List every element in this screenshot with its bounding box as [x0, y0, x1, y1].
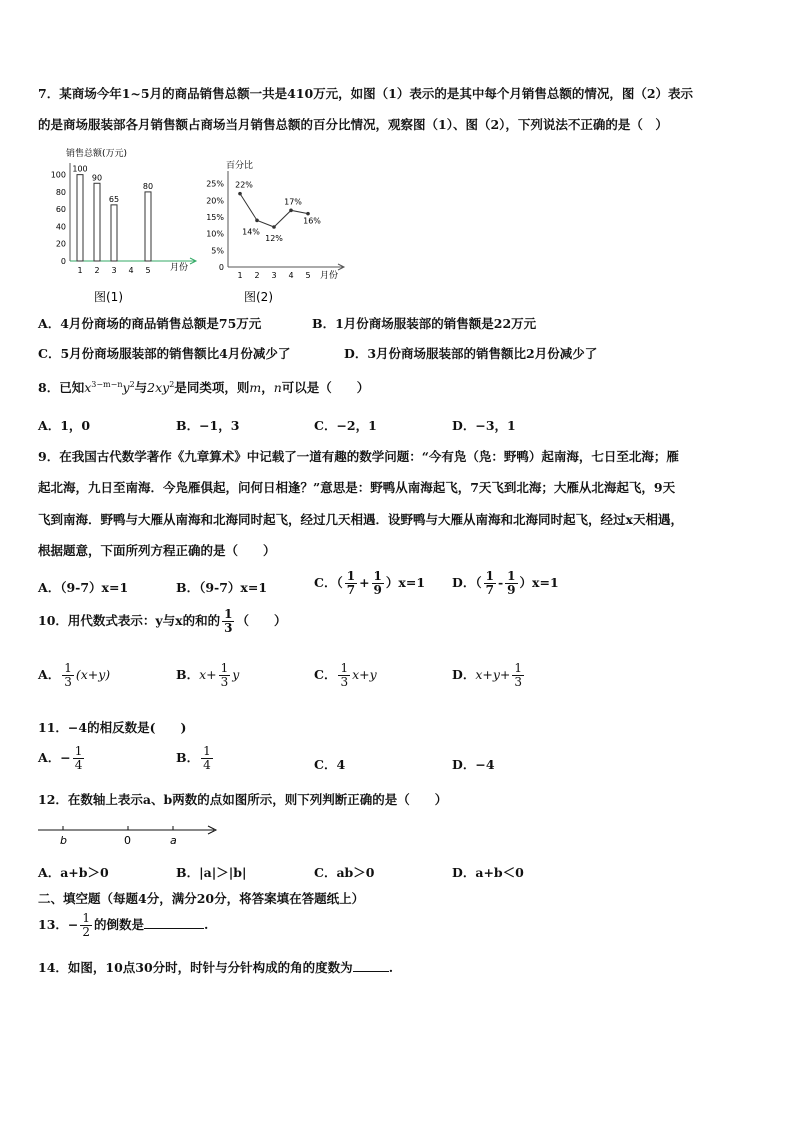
fraction-1-9 — [505, 570, 517, 597]
chart1-data-label: 80 — [142, 181, 154, 191]
den: 7 — [485, 583, 494, 597]
q8-term1-y: y — [122, 380, 130, 395]
q8-prefix: 8．已知 — [38, 380, 85, 395]
num: 1 — [224, 607, 233, 621]
chart2-point — [238, 192, 242, 196]
q8-option-d[interactable]: D．−3，1 — [452, 418, 516, 433]
den: 2 — [82, 925, 91, 939]
q10-option-b[interactable] — [176, 662, 239, 689]
fraction-1-3 — [512, 662, 524, 689]
chart2-x-tick-label: 2 — [254, 271, 260, 280]
num: 1 — [507, 569, 516, 583]
expr: y — [232, 667, 240, 682]
q8-term2: 2xy — [147, 380, 170, 395]
q8-suffix2: 可以是（ ） — [281, 380, 370, 395]
q12-option-d[interactable]: D．a+b＜0 — [452, 865, 524, 880]
q11-option-d[interactable]: D．−4 — [452, 757, 495, 772]
q8-stem — [38, 378, 369, 396]
fraction-1-4 — [201, 745, 213, 772]
den: 9 — [507, 583, 516, 597]
q11-option-a[interactable] — [38, 745, 86, 772]
chart2-point — [306, 212, 310, 216]
chart1-data-label: 100 — [72, 164, 88, 174]
q8-term1-base: x — [84, 380, 92, 395]
q9-line2: 起北海，九日至南海．今凫雁俱起，问何日相逢？”意思是：野鸭从南海起飞，7天飞到北海；大雁从北海起飞，9天 — [38, 480, 676, 495]
chart1-y-tick-label: 0 — [60, 257, 66, 266]
q11-stem: 11．−4的相反数是( ) — [38, 720, 187, 735]
q11-option-c[interactable]: C．4 — [314, 757, 346, 772]
q10-stem — [38, 608, 287, 635]
q9-option-a[interactable]: A．（9-7）x=1 — [38, 580, 129, 595]
num: 1 — [220, 661, 229, 675]
q14-text: 14．如图，10点30分时，时针与分针构成的角的度数为 — [38, 960, 353, 975]
q8-var-n: n — [273, 380, 282, 395]
q9-d-suffix: ）x=1 — [519, 575, 559, 590]
q10-option-a[interactable] — [38, 662, 110, 689]
chart1-y-tick-label: 60 — [55, 205, 66, 215]
chart1-x-tick-label: 5 — [145, 266, 151, 275]
chart2-x-tick-label: 4 — [288, 271, 294, 280]
den: 3 — [340, 675, 349, 689]
q13-suffix: 的倒数是 — [94, 917, 145, 932]
q12-stem: 12．在数轴上表示a、b两数的点如图所示，则下列判断正确的是（ ） — [38, 792, 448, 807]
chart1-y-tick-label: 100 — [50, 170, 66, 180]
section-title-fill-in: 二、填空题（每题4分，满分20分，将答案填在答题纸上） — [38, 891, 365, 906]
label-b: b — [60, 834, 67, 847]
chart1-caption: 图(1) — [94, 290, 123, 304]
q10-stem-text: 10．用代数式表示：y与x的和的 — [38, 613, 221, 628]
fraction-1-2 — [80, 912, 92, 939]
chart1-x-tick-label: 2 — [94, 266, 100, 275]
chart1-y-tick-label: 80 — [55, 187, 66, 197]
chart2-data-label: 22% — [235, 180, 253, 190]
chart2-ylabel: 百分比 — [226, 161, 254, 171]
q8-term2-exp: 2 — [169, 379, 175, 389]
chart1-x-tick-label: 3 — [111, 266, 117, 275]
answer-blank[interactable] — [144, 916, 204, 929]
chart2-data-label: 16% — [303, 216, 321, 226]
label: D． — [452, 667, 476, 682]
chart2-data-label: 12% — [265, 234, 283, 243]
chart2-y-tick-label: 0 — [218, 263, 224, 272]
fraction-1-9 — [372, 570, 384, 597]
chart1-bar — [94, 183, 100, 261]
q10-paren: （ ） — [236, 613, 287, 628]
expr: x+ — [199, 667, 217, 682]
bar-chart-figure1 — [40, 143, 200, 308]
chart2-xlabel: 月份 — [320, 271, 339, 281]
answer-blank[interactable] — [353, 959, 389, 972]
chart1-x-tick-label: 1 — [77, 266, 83, 275]
q12-option-b[interactable]: B．|a|＞|b| — [176, 865, 247, 880]
label: A． — [38, 667, 61, 682]
number-line — [36, 818, 226, 850]
q7-stem-line1: 7．某商场今年1~5月的商品销售总额一共是410万元，如图（1）表示的是其中每个月销售总额的情况，图（2）表示 — [38, 86, 694, 101]
num: 1 — [82, 911, 91, 925]
q12-option-a[interactable]: A．a+b＞0 — [38, 865, 109, 880]
fraction-1-4 — [73, 745, 85, 772]
chart1-y-tick-label: 40 — [55, 222, 66, 232]
q9-option-d[interactable] — [452, 570, 559, 597]
q9-option-c[interactable] — [314, 570, 425, 597]
label-a: a — [170, 834, 177, 847]
fraction-1-3 — [222, 608, 234, 635]
q11-option-b[interactable] — [176, 745, 215, 772]
num: 1 — [514, 661, 523, 675]
chart2-caption: 图(2) — [244, 290, 273, 304]
chart2-y-tick-label: 20% — [206, 196, 224, 206]
label: C． — [314, 667, 337, 682]
chart1-x-tick-label: 4 — [128, 266, 134, 275]
fraction-1-7 — [345, 570, 357, 597]
fraction-1-3 — [219, 662, 231, 689]
num: 1 — [346, 569, 356, 583]
line-chart-figure2 — [200, 155, 350, 305]
q13-stem — [38, 912, 208, 939]
chart1-xlabel: 月份 — [170, 263, 189, 273]
q9-line1: 9．在我国古代数学著作《九章算术》中记载了一道有趣的数学问题：“今有凫（凫：野鸭）起南海，七日至北海；雁 — [38, 449, 679, 464]
q9-c-prefix: C．（ — [314, 575, 343, 590]
chart2-y-tick-label: 15% — [206, 213, 224, 222]
label-0: 0 — [124, 834, 131, 847]
q7-option-a[interactable]: A．4月份商场的商品销售总额是75万元 — [38, 316, 262, 331]
q8-comma: ， — [261, 380, 274, 395]
q8-option-c[interactable]: C．−2，1 — [314, 418, 377, 433]
q9-option-b[interactable]: B．（9-7）x=1 — [176, 580, 268, 595]
den: 4 — [203, 758, 211, 772]
q13-prefix: 13．− — [38, 917, 79, 932]
den: 3 — [224, 621, 233, 635]
fraction-1-3 — [62, 662, 74, 689]
num: 1 — [485, 569, 494, 583]
q7-stem-line2: 的是商场服装部各月销售额占商场当月销售总额的百分比情况，观察图（1）、图（2），下列说法不正确的是（ ） — [38, 117, 668, 132]
chart2-data-label: 17% — [284, 197, 302, 207]
num: 1 — [74, 744, 83, 758]
q8-term1-exp: 3−m−n — [91, 379, 123, 389]
num: 1 — [340, 661, 349, 675]
q7-option-c[interactable]: C．5月份商场服装部的销售额比4月份减少了 — [38, 346, 291, 361]
chart1-bar — [111, 205, 117, 261]
q7-option-b[interactable]: B．1月份商场服装部的销售额是22万元 — [312, 316, 537, 331]
den: 3 — [64, 675, 72, 689]
den: 9 — [373, 583, 382, 597]
expr: x+y — [352, 667, 377, 682]
q9-line3: 飞到南海．野鸭与大雁从南海和北海同时起飞，经过几天相遇．设野鸭与大雁从南海和北海同时起飞，经过x天相遇， — [38, 512, 683, 527]
q13-end: . — [204, 917, 209, 932]
label: A．− — [38, 750, 71, 765]
den: 7 — [346, 583, 356, 597]
fraction-1-3 — [338, 662, 350, 689]
num: 1 — [64, 661, 72, 675]
q8-option-b[interactable]: B．−1，3 — [176, 418, 240, 433]
q14-end: . — [388, 960, 394, 975]
q8-mid: 与 — [134, 380, 148, 395]
label: B． — [176, 750, 200, 765]
chart2-y-tick-label: 25% — [206, 179, 224, 189]
den: 4 — [74, 758, 83, 772]
q14-stem — [38, 958, 393, 976]
minus: - — [497, 575, 504, 590]
chart2-point — [289, 209, 293, 213]
chart2-x-tick-label: 5 — [305, 271, 311, 280]
num: 1 — [203, 744, 211, 758]
chart1-y-tick-label: 20 — [55, 239, 66, 249]
q7-option-d[interactable]: D．3月份商场服装部的销售额比2月份减少了 — [344, 346, 598, 361]
q8-var-m: m — [249, 380, 262, 395]
q9-c-suffix: ）x=1 — [385, 575, 426, 590]
den: 3 — [514, 675, 523, 689]
chart1-ylabel: 销售总额(万元) — [66, 149, 128, 159]
chart1-data-label: 65 — [108, 194, 120, 204]
q8-suffix1: 是同类项，则 — [174, 380, 250, 395]
label: B． — [176, 667, 200, 682]
chart2-y-tick-label: 10% — [206, 229, 224, 239]
chart1-bar — [77, 175, 83, 261]
chart2-point — [272, 225, 276, 229]
chart2-point — [255, 219, 259, 223]
plus: + — [359, 575, 370, 590]
num: 1 — [373, 569, 382, 583]
q12-option-c[interactable]: C．ab＞0 — [314, 865, 375, 880]
chart1-data-label: 90 — [91, 173, 103, 183]
den: 3 — [220, 675, 229, 689]
chart2-x-tick-label: 1 — [237, 271, 243, 280]
chart2-x-tick-label: 3 — [271, 271, 277, 280]
q9-d-prefix: D．（ — [452, 575, 482, 590]
chart2-y-tick-label: 5% — [211, 246, 224, 256]
q10-option-d[interactable] — [452, 662, 526, 689]
expr: x+y+ — [475, 667, 511, 682]
q10-option-c[interactable] — [314, 662, 377, 689]
expr: (x+y) — [75, 667, 111, 682]
chart2-data-label: 14% — [242, 227, 260, 237]
chart1-bar — [145, 192, 151, 261]
q8-option-a[interactable]: A．1，0 — [38, 418, 91, 433]
fraction-1-7 — [484, 570, 496, 597]
q8-term1-y-exp: 2 — [129, 379, 135, 389]
q9-line4: 根据题意，下面所列方程正确的是（ ） — [38, 543, 276, 558]
